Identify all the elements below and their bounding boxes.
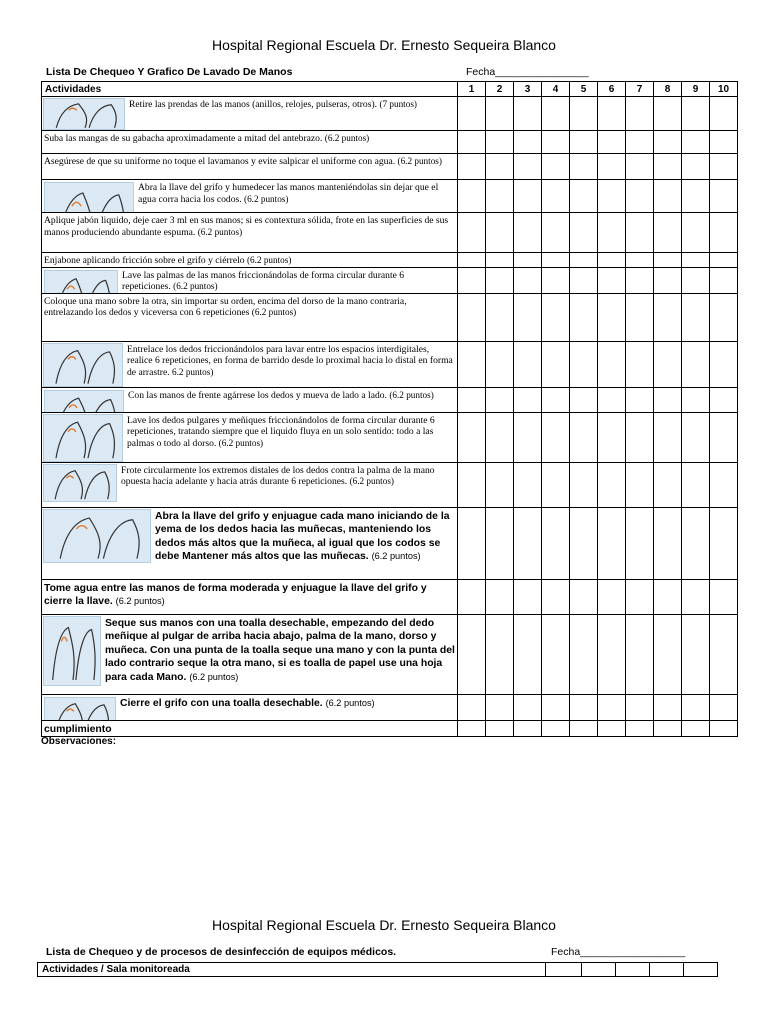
check-cell[interactable]: [570, 412, 598, 462]
check-cell[interactable]: [514, 387, 542, 412]
check-cell[interactable]: [486, 341, 514, 387]
handwash-checklist-table: [41, 81, 738, 737]
table-row: [42, 180, 738, 213]
check-cell[interactable]: [626, 253, 654, 268]
check-cell[interactable]: [626, 614, 654, 694]
check-cell[interactable]: [542, 293, 570, 341]
col-2: 2: [486, 82, 514, 97]
activity-cell: [42, 180, 458, 213]
check-cell[interactable]: [570, 131, 598, 154]
check-cell[interactable]: [682, 507, 710, 579]
check-cell[interactable]: [514, 579, 542, 614]
activity-text: Aplique jabón liquido, deje caer 3 ml en sus manos; si es contextura sólida, frote en las superficies de sus manos produciendo abundante espuma.: [44, 215, 449, 238]
check-cell[interactable]: [710, 462, 738, 507]
check-cell[interactable]: [486, 720, 514, 737]
check-cell[interactable]: [598, 720, 626, 737]
table-row: [42, 154, 738, 180]
check-cell[interactable]: [514, 614, 542, 694]
check-cell[interactable]: [626, 507, 654, 579]
check-cell[interactable]: [710, 293, 738, 341]
check-cell[interactable]: [682, 341, 710, 387]
check-cell[interactable]: [486, 213, 514, 253]
check-cell[interactable]: [598, 507, 626, 579]
table-row: [42, 97, 738, 131]
activity-points: (7 puntos): [379, 99, 417, 109]
check-cell[interactable]: [598, 180, 626, 213]
check-cell[interactable]: [598, 267, 626, 293]
activity-cell: [42, 253, 458, 268]
activity-points: (6.2 puntos): [371, 551, 421, 562]
hospital-title-2: Hospital Regional Escuela Dr. Ernesto Sequeira Blanco: [212, 917, 556, 933]
activity-points: (6.2 puntos): [247, 255, 292, 265]
check-cell[interactable]: [458, 507, 486, 579]
check-cell[interactable]: [654, 180, 682, 213]
activity-points: (6.2 puntos): [218, 437, 264, 448]
check-cell[interactable]: [542, 579, 570, 614]
check-cell[interactable]: [542, 253, 570, 268]
col-5: 5: [570, 82, 598, 97]
check-cell[interactable]: [514, 267, 542, 293]
activity-text: Asegúrese de que su uniforme no toque el lavamanos y evite salpicar el uniforme con agua.: [44, 156, 396, 167]
check-cell[interactable]: [598, 213, 626, 253]
check-cell[interactable]: [682, 462, 710, 507]
handwash-illustration: [43, 343, 123, 387]
check-cell[interactable]: [626, 180, 654, 213]
check-cell[interactable]: [458, 213, 486, 253]
check-cell[interactable]: [542, 387, 570, 412]
check-cell[interactable]: [682, 579, 710, 614]
activity-text: cumplimiento: [44, 723, 112, 735]
check-cell[interactable]: [514, 97, 542, 131]
table-row: [42, 253, 738, 268]
equipment-checklist-table: [37, 962, 718, 977]
check-cell[interactable]: [684, 963, 718, 977]
check-cell[interactable]: [626, 341, 654, 387]
check-cell[interactable]: [458, 180, 486, 213]
table-row: [42, 412, 738, 462]
check-cell[interactable]: [546, 963, 582, 977]
activity-points: (6.2 puntos): [389, 389, 434, 400]
check-cell[interactable]: [458, 131, 486, 154]
activity-text: Tome agua entre las manos de forma moderada y enjuague la llave del grifo y cierre la llave.: [44, 582, 427, 608]
check-cell[interactable]: [654, 253, 682, 268]
activity-text: Seque sus manos con una toalla desechable, empezando del dedo meñique al pulgar de arriba hacia abajo, palma de la mano, dorso y muñeca. Con una punta de la toalla seque una mano y con la punta del lado contrario seque la otra mano, si es toalla de papel use una hoja para cada Mano.: [105, 617, 455, 683]
check-cell[interactable]: [626, 293, 654, 341]
activity-cell: [42, 131, 458, 154]
check-cell[interactable]: [514, 694, 542, 720]
activity-points: (6.2 puntos): [189, 671, 239, 682]
check-cell[interactable]: [626, 213, 654, 253]
check-cell[interactable]: [682, 180, 710, 213]
check-cell[interactable]: [514, 412, 542, 462]
handwash-illustration: [44, 182, 134, 213]
check-cell[interactable]: [654, 507, 682, 579]
check-cell[interactable]: [626, 462, 654, 507]
check-cell[interactable]: [570, 507, 598, 579]
check-cell[interactable]: [654, 694, 682, 720]
check-cell[interactable]: [682, 694, 710, 720]
check-cell[interactable]: [542, 341, 570, 387]
check-cell[interactable]: [486, 507, 514, 579]
check-cell[interactable]: [486, 267, 514, 293]
check-cell[interactable]: [654, 97, 682, 131]
col-activities: Actividades: [42, 82, 458, 97]
check-cell[interactable]: [570, 387, 598, 412]
activity-cell: [42, 293, 458, 341]
table-row: [42, 614, 738, 694]
check-cell[interactable]: [570, 694, 598, 720]
check-cell[interactable]: [654, 387, 682, 412]
check-cell[interactable]: [458, 267, 486, 293]
activity-points: (6.2 puntos): [197, 226, 243, 237]
activity-points: (6.2 puntos): [397, 156, 442, 166]
check-cell[interactable]: [710, 97, 738, 131]
check-cell[interactable]: [654, 614, 682, 694]
table-header-row-2: [38, 963, 718, 977]
check-cell[interactable]: [626, 694, 654, 720]
check-cell[interactable]: [514, 507, 542, 579]
check-cell[interactable]: [682, 387, 710, 412]
check-cell[interactable]: [710, 154, 738, 180]
check-cell[interactable]: [682, 412, 710, 462]
check-cell[interactable]: [542, 180, 570, 213]
check-cell[interactable]: [654, 462, 682, 507]
check-cell[interactable]: [570, 267, 598, 293]
activity-cell: [42, 462, 458, 507]
check-cell[interactable]: [710, 579, 738, 614]
check-cell[interactable]: [570, 213, 598, 253]
check-cell[interactable]: [710, 131, 738, 154]
check-cell[interactable]: [598, 579, 626, 614]
check-cell[interactable]: [514, 293, 542, 341]
check-cell[interactable]: [626, 154, 654, 180]
activity-points: (6.2 puntos): [251, 307, 297, 318]
check-cell[interactable]: [514, 341, 542, 387]
handwash-illustration: [44, 270, 118, 294]
table-row: [42, 213, 738, 253]
check-cell[interactable]: [654, 267, 682, 293]
table-row: [42, 267, 738, 293]
check-cell[interactable]: [458, 462, 486, 507]
activity-points: (6.2 puntos): [324, 133, 370, 143]
check-cell[interactable]: [682, 614, 710, 694]
check-cell[interactable]: [710, 180, 738, 213]
activity-text: Frote circularmente los extremos distales de los dedos contra la palma de la mano opuesta hacia adelante y hacia atrás durante 6 repeticiones.: [121, 464, 435, 488]
hospital-title: Hospital Regional Escuela Dr. Ernesto Sequeira Blanco: [212, 37, 556, 53]
handwash-illustration: [43, 414, 123, 462]
check-cell[interactable]: [486, 694, 514, 720]
fecha-field-2[interactable]: Fecha__________________: [551, 946, 686, 958]
activity-text: Abra la llave del grifo y enjuague cada mano iniciando de la yema de los dedos hacia las muñecas, manteniendo los dedos más altos que la muñeca, al igual que los codos se debe Mantener más altos que las muñecas.: [155, 510, 450, 563]
activity-points: (6.2 puntos): [244, 193, 289, 204]
check-cell[interactable]: [514, 154, 542, 180]
check-cell[interactable]: [654, 579, 682, 614]
check-cell[interactable]: [514, 131, 542, 154]
col-activities-sala: Actividades / Sala monitoreada: [38, 963, 546, 977]
check-cell[interactable]: [654, 720, 682, 737]
col-3: 3: [514, 82, 542, 97]
col-1: 1: [458, 82, 486, 97]
check-cell[interactable]: [458, 253, 486, 268]
check-cell[interactable]: [486, 412, 514, 462]
check-cell[interactable]: [458, 293, 486, 341]
check-cell[interactable]: [542, 131, 570, 154]
check-cell[interactable]: [598, 462, 626, 507]
check-cell[interactable]: [654, 131, 682, 154]
check-cell[interactable]: [570, 180, 598, 213]
handwash-illustration: [43, 98, 125, 130]
check-cell[interactable]: [682, 253, 710, 268]
check-cell[interactable]: [542, 462, 570, 507]
check-cell[interactable]: [682, 97, 710, 131]
activity-cell: [42, 97, 458, 131]
check-cell[interactable]: [542, 412, 570, 462]
check-cell[interactable]: [626, 579, 654, 614]
check-cell[interactable]: [710, 694, 738, 720]
check-cell[interactable]: [616, 963, 650, 977]
check-cell[interactable]: [514, 180, 542, 213]
check-cell[interactable]: [598, 412, 626, 462]
table-header-row: [42, 82, 738, 97]
check-cell[interactable]: [542, 97, 570, 131]
check-cell[interactable]: [458, 614, 486, 694]
check-cell[interactable]: [710, 387, 738, 412]
check-cell[interactable]: [514, 720, 542, 737]
check-cell[interactable]: [682, 720, 710, 737]
activity-points: 6.2 puntos): [172, 366, 214, 377]
activity-cell: [42, 387, 458, 412]
handwash-illustration: [44, 697, 116, 721]
check-cell[interactable]: [542, 614, 570, 694]
list-title-2: Lista de Chequeo y de procesos de desinfección de equipos médicos.: [46, 946, 397, 958]
check-cell[interactable]: [486, 387, 514, 412]
activity-cell: [42, 614, 458, 694]
check-cell[interactable]: [710, 720, 738, 737]
check-cell[interactable]: [598, 293, 626, 341]
activity-cell: [42, 720, 458, 737]
check-cell[interactable]: [654, 293, 682, 341]
activity-text: Retire las prendas de las manos (anillos, relojes, pulseras, otros).: [129, 99, 378, 110]
check-cell[interactable]: [626, 97, 654, 131]
activity-points: (6.2 puntos): [349, 476, 394, 487]
check-cell[interactable]: [486, 462, 514, 507]
check-cell[interactable]: [542, 507, 570, 579]
activity-cell: [42, 412, 458, 462]
check-cell[interactable]: [542, 267, 570, 293]
check-cell[interactable]: [458, 412, 486, 462]
activity-text: Coloque una mano sobre la otra, sin importar su orden, encima del dorso de la mano contraria, entrelazando los dedos y viceversa con 6 repeticiones: [44, 295, 407, 319]
activity-cell: [42, 507, 458, 579]
check-cell[interactable]: [542, 154, 570, 180]
table-row: [42, 387, 738, 412]
col-10: 10: [710, 82, 738, 97]
activity-text: Con las manos de frente agárrese los dedos y mueva de lado a lado.: [128, 389, 387, 401]
activity-cell: [42, 213, 458, 253]
check-cell[interactable]: [598, 253, 626, 268]
check-cell[interactable]: [458, 720, 486, 737]
check-cell[interactable]: [710, 614, 738, 694]
activity-text: Enjabone aplicando fricción sobre el grifo y ciérrelo: [44, 255, 245, 266]
check-cell[interactable]: [486, 180, 514, 213]
check-cell[interactable]: [486, 154, 514, 180]
check-cell[interactable]: [626, 387, 654, 412]
check-cell[interactable]: [598, 694, 626, 720]
activity-points: (6.2 puntos): [325, 697, 375, 708]
check-cell[interactable]: [710, 213, 738, 253]
check-cell[interactable]: [458, 387, 486, 412]
col-4: 4: [542, 82, 570, 97]
activity-points: (6.2 puntos): [173, 281, 218, 292]
table-row: [42, 462, 738, 507]
check-cell[interactable]: [486, 97, 514, 131]
activity-cell: [42, 267, 458, 293]
check-cell[interactable]: [654, 412, 682, 462]
col-6: 6: [598, 82, 626, 97]
check-cell[interactable]: [458, 97, 486, 131]
check-cell[interactable]: [458, 341, 486, 387]
activity-text: Lave los dedos pulgares y meñiques friccionándolos de forma circular durante 6 repeticiones, tratando siempre que el liquido fluya en un solo sentido: todo a las palmas o todo al dorso.: [127, 414, 435, 449]
check-cell[interactable]: [514, 253, 542, 268]
check-cell[interactable]: [570, 253, 598, 268]
check-cell[interactable]: [710, 412, 738, 462]
handwash-illustration: [43, 616, 101, 686]
check-cell[interactable]: [598, 154, 626, 180]
check-cell[interactable]: [570, 154, 598, 180]
check-cell[interactable]: [626, 720, 654, 737]
table-row: [42, 341, 738, 387]
check-cell[interactable]: [486, 579, 514, 614]
check-cell[interactable]: [682, 293, 710, 341]
check-cell[interactable]: [542, 694, 570, 720]
check-cell[interactable]: [570, 293, 598, 341]
activity-text: Abra la llave del grifo y humedecer las manos manteniéndolas sin dejar que el agua corra hacia los codos.: [138, 182, 439, 205]
activity-cell: [42, 341, 458, 387]
check-cell[interactable]: [570, 614, 598, 694]
check-cell[interactable]: [710, 253, 738, 268]
check-cell[interactable]: [626, 412, 654, 462]
check-cell[interactable]: [486, 293, 514, 341]
check-cell[interactable]: [598, 131, 626, 154]
check-cell[interactable]: [486, 614, 514, 694]
check-cell[interactable]: [486, 131, 514, 154]
table-row: [42, 293, 738, 341]
check-cell[interactable]: [570, 341, 598, 387]
check-cell[interactable]: [626, 267, 654, 293]
table-row: [42, 131, 738, 154]
check-cell[interactable]: [710, 507, 738, 579]
check-cell[interactable]: [626, 131, 654, 154]
list-title: Lista De Chequeo Y Grafico De Lavado De Manos: [46, 66, 293, 78]
col-7: 7: [626, 82, 654, 97]
check-cell[interactable]: [682, 154, 710, 180]
check-cell[interactable]: [458, 579, 486, 614]
handwash-illustration: [43, 509, 151, 563]
table-row: [42, 694, 738, 720]
check-cell[interactable]: [710, 267, 738, 293]
check-cell[interactable]: [598, 387, 626, 412]
check-cell[interactable]: [514, 462, 542, 507]
activity-text: Entrelace los dedos friccionándolos para lavar entre los espacios interdigitales, realice 6 repeticiones, en forma de barrido desde lo proximal hacia lo distal en forma de arrastre.: [127, 343, 453, 378]
activity-text: Suba las mangas de su gabacha aproximadamente a mitad del antebrazo.: [44, 133, 323, 144]
check-cell[interactable]: [650, 963, 684, 977]
check-cell[interactable]: [582, 963, 616, 977]
check-cell[interactable]: [654, 154, 682, 180]
fecha-field[interactable]: Fecha________________: [466, 66, 589, 78]
activity-cell: [42, 579, 458, 614]
col-8: 8: [654, 82, 682, 97]
check-cell[interactable]: [598, 341, 626, 387]
table-row: [42, 720, 738, 737]
activity-points: (6.2 puntos): [115, 596, 165, 607]
observaciones-label: Observaciones:: [41, 736, 117, 747]
activity-text: Cierre el grifo con una toalla desechable.: [120, 697, 323, 709]
activity-cell: [42, 694, 458, 720]
activity-cell: [42, 154, 458, 180]
handwash-illustration: [44, 390, 124, 413]
check-cell[interactable]: [570, 462, 598, 507]
check-cell[interactable]: [458, 154, 486, 180]
check-cell[interactable]: [682, 213, 710, 253]
activity-text: Lave las palmas de las manos friccionándolas de forma circular durante 6 repeticiones.: [122, 269, 405, 293]
check-cell[interactable]: [570, 579, 598, 614]
handwash-illustration: [43, 464, 117, 502]
check-cell[interactable]: [542, 720, 570, 737]
check-cell[interactable]: [458, 694, 486, 720]
check-cell[interactable]: [542, 213, 570, 253]
check-cell[interactable]: [598, 614, 626, 694]
check-cell[interactable]: [570, 720, 598, 737]
check-cell[interactable]: [654, 213, 682, 253]
check-cell[interactable]: [570, 97, 598, 131]
check-cell[interactable]: [710, 341, 738, 387]
col-9: 9: [682, 82, 710, 97]
check-cell[interactable]: [598, 97, 626, 131]
check-cell[interactable]: [682, 131, 710, 154]
check-cell[interactable]: [682, 267, 710, 293]
table-row: [42, 579, 738, 614]
table-row: [42, 507, 738, 579]
check-cell[interactable]: [486, 253, 514, 268]
check-cell[interactable]: [654, 341, 682, 387]
check-cell[interactable]: [514, 213, 542, 253]
